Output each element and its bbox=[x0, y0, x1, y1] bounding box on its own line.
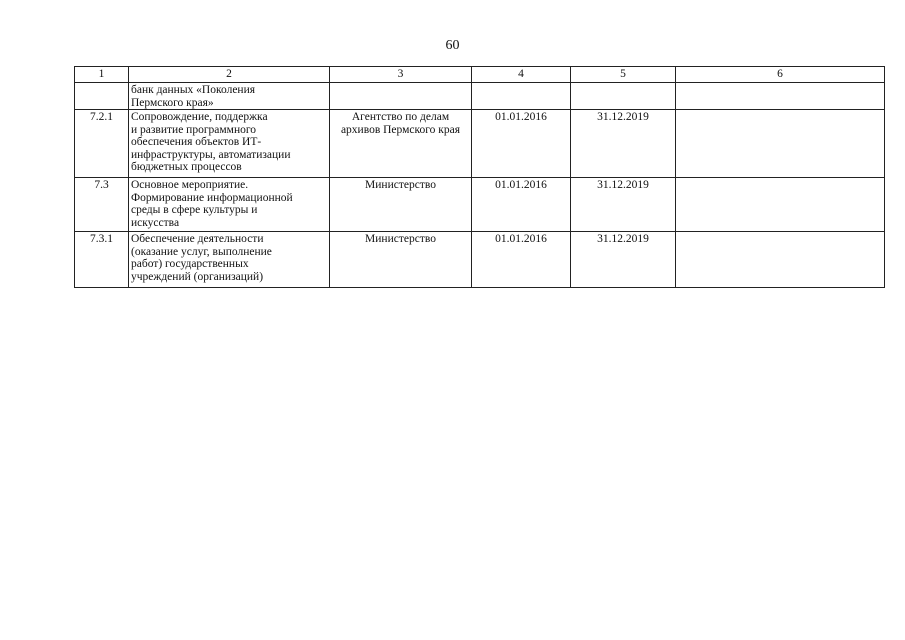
activity-name-line: работ) государственных bbox=[131, 258, 249, 270]
row-number bbox=[75, 83, 129, 110]
activity-name bbox=[129, 178, 330, 232]
activity-name-line: среды в сфере культуры и bbox=[131, 204, 258, 216]
end-date: 31.12.2019 bbox=[571, 178, 676, 232]
table-header-row bbox=[75, 67, 885, 83]
column-header: 5 bbox=[571, 67, 676, 83]
executor bbox=[330, 83, 472, 110]
activity-name-line: искусства bbox=[131, 216, 180, 229]
table-row bbox=[75, 110, 885, 178]
activity-name-line: Пермского края» bbox=[131, 96, 214, 109]
executor bbox=[330, 110, 472, 178]
end-date: 31.12.2019 bbox=[571, 232, 676, 288]
activity-name-line: Сопровождение, поддержка bbox=[131, 111, 268, 123]
result-cell bbox=[676, 110, 885, 178]
start-date: 01.01.2016 bbox=[472, 178, 571, 232]
row-number: 7.3.1 bbox=[75, 232, 129, 288]
start-date: 01.01.2016 bbox=[472, 232, 571, 288]
column-header: 1 bbox=[75, 67, 129, 83]
executor bbox=[330, 232, 472, 288]
activity-name-line: и развитие программного bbox=[131, 123, 257, 136]
row-number: 7.3 bbox=[75, 178, 129, 232]
executor-line: Министерство bbox=[365, 179, 436, 191]
executor-line: Министерство bbox=[365, 233, 436, 245]
table-row bbox=[75, 232, 885, 288]
column-header: 6 bbox=[676, 67, 885, 83]
result-cell bbox=[676, 83, 885, 110]
column-header: 3 bbox=[330, 67, 472, 83]
activity-name bbox=[129, 83, 330, 110]
start-date bbox=[472, 83, 571, 110]
result-cell bbox=[676, 232, 885, 288]
activity-name-line: банк данных «Поколения bbox=[131, 84, 256, 96]
activities-table bbox=[74, 66, 885, 288]
activity-name-line: обеспечения объектов ИТ- bbox=[131, 136, 262, 148]
executor-line: Агентство по делам bbox=[351, 111, 450, 123]
executor-line: архивов Пермского края bbox=[340, 123, 461, 136]
table-row bbox=[75, 83, 885, 110]
table-row bbox=[75, 178, 885, 232]
page-number: 60 bbox=[445, 38, 460, 53]
start-date: 01.01.2016 bbox=[472, 110, 571, 178]
activity-name-line: бюджетных процессов bbox=[131, 161, 242, 173]
result-cell bbox=[676, 178, 885, 232]
activity-name-line: Обеспечение деятельности bbox=[131, 233, 264, 245]
column-header: 2 bbox=[129, 67, 330, 83]
activity-name-line: (оказание услуг, выполнение bbox=[131, 245, 272, 258]
activity-name-line: учреждений (организаций) bbox=[131, 270, 264, 283]
end-date bbox=[571, 83, 676, 110]
activity-name bbox=[129, 232, 330, 288]
activity-name bbox=[129, 110, 330, 178]
activity-name-line: Основное мероприятие. bbox=[131, 179, 249, 191]
column-header: 4 bbox=[472, 67, 571, 83]
row-number: 7.2.1 bbox=[75, 110, 129, 178]
activity-name-line: Формирование информационной bbox=[131, 191, 293, 204]
activity-name-line: инфраструктуры, автоматизации bbox=[131, 148, 291, 161]
end-date: 31.12.2019 bbox=[571, 110, 676, 178]
executor bbox=[330, 178, 472, 232]
